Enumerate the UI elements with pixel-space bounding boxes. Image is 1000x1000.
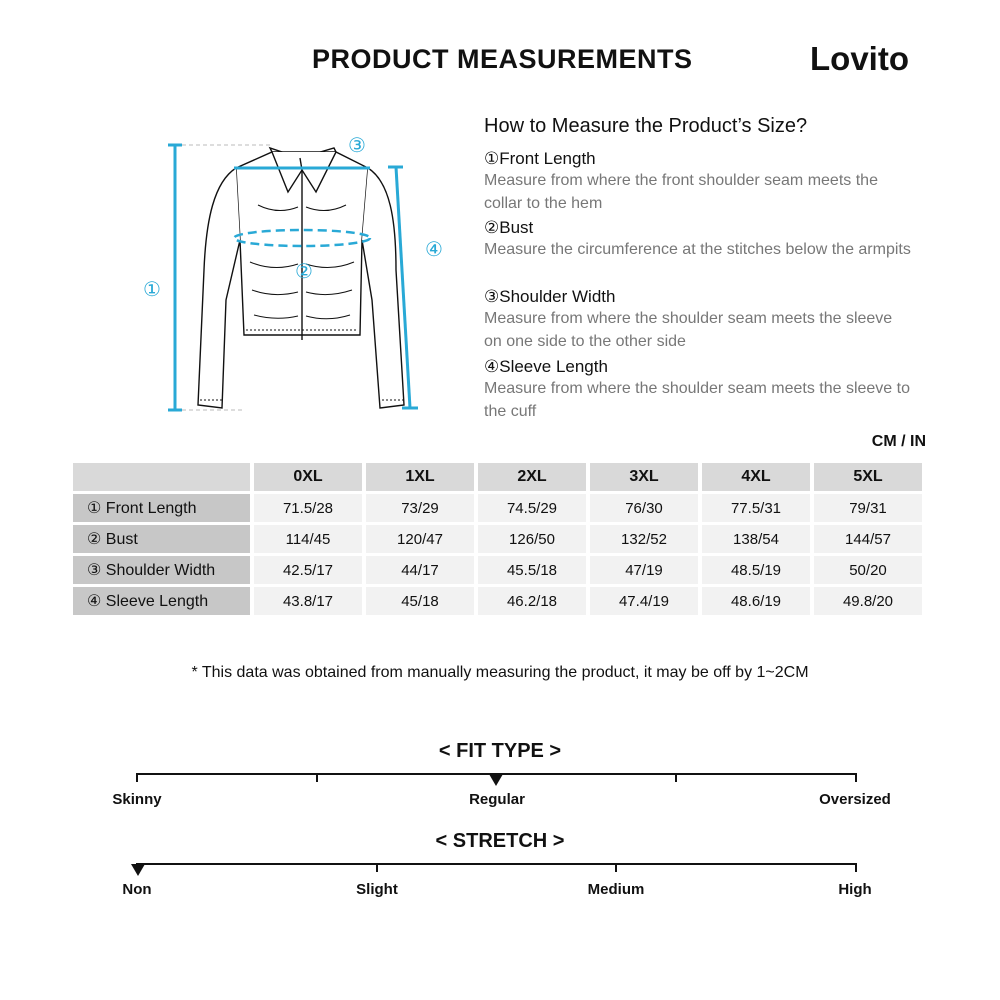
units-label: CM / IN — [871, 433, 926, 450]
guide-item-label: ③Shoulder Width — [484, 287, 616, 306]
guide-item-bust — [484, 218, 914, 261]
table-cell: 73/29 — [366, 494, 474, 522]
fit-type-label-skinny: Skinny — [112, 791, 162, 808]
table-cell: 138/54 — [702, 525, 810, 553]
guide-heading: How to Measure the Product’s Size? — [484, 115, 808, 137]
guide-item-desc: Measure from where the shoulder seam meets the sleeve to the cuff — [484, 380, 910, 420]
size-header-3xl: 3XL — [590, 463, 698, 491]
table-cell: 46.2/18 — [478, 587, 586, 615]
table-cell: 49.8/20 — [814, 587, 922, 615]
table-cell: 50/20 — [814, 556, 922, 584]
size-header-0xl: 0XL — [254, 463, 362, 491]
table-row — [73, 494, 922, 522]
measure-marker-front-length: ① — [143, 277, 161, 301]
guide-item-shoulder-width — [484, 287, 914, 353]
table-cell: 77.5/31 — [702, 494, 810, 522]
stretch-indicator-icon — [131, 864, 145, 876]
table-cell: 45/18 — [366, 587, 474, 615]
stretch-tick — [615, 863, 617, 872]
guide-item-desc: Measure from where the shoulder seam meets the sleeve on one side to the other side — [484, 310, 893, 350]
fit-type-label-regular: Regular — [469, 791, 525, 808]
fit-type-label-oversized: Oversized — [819, 791, 891, 808]
size-header-2xl: 2XL — [478, 463, 586, 491]
table-row — [73, 556, 922, 584]
brand-logo: Lovito — [810, 40, 909, 77]
row-label: ① Front Length — [73, 494, 250, 522]
guide-item-sleeve-length — [484, 357, 914, 423]
stretch-tick — [855, 863, 857, 872]
guide-item-desc: Measure from where the front shoulder seam meets the collar to the hem — [484, 172, 878, 212]
row-label: ③ Shoulder Width — [73, 556, 250, 584]
table-cell: 126/50 — [478, 525, 586, 553]
guide-item-label: ①Front Length — [484, 149, 596, 168]
table-cell: 44/17 — [366, 556, 474, 584]
measurement-note: * This data was obtained from manually measuring the product, it may be off by 1~2CM — [191, 664, 809, 681]
table-row — [73, 525, 922, 553]
size-header-5xl: 5XL — [814, 463, 922, 491]
stretch-label-slight: Slight — [356, 881, 398, 898]
row-label: ② Bust — [73, 525, 250, 553]
stretch-label-high: High — [838, 881, 872, 898]
table-cell: 43.8/17 — [254, 587, 362, 615]
stretch-label-non: Non — [122, 881, 152, 898]
measure-marker-shoulder-width: ③ — [348, 133, 366, 157]
guide-item-desc: Measure the circumference at the stitches below the armpits — [484, 241, 911, 258]
table-cell: 42.5/17 — [254, 556, 362, 584]
measure-marker-bust: ② — [295, 259, 313, 283]
size-table — [69, 460, 926, 618]
table-cell: 144/57 — [814, 525, 922, 553]
table-cell: 114/45 — [254, 525, 362, 553]
table-cell: 132/52 — [590, 525, 698, 553]
table-cell: 74.5/29 — [478, 494, 586, 522]
table-row — [73, 587, 922, 615]
size-header-4xl: 4XL — [702, 463, 810, 491]
stretch-tick — [376, 863, 378, 872]
row-label: ④ Sleeve Length — [73, 587, 250, 615]
guide-item-label: ②Bust — [484, 218, 534, 237]
size-header-1xl: 1XL — [366, 463, 474, 491]
table-cell: 120/47 — [366, 525, 474, 553]
measure-marker-sleeve-length: ④ — [425, 237, 443, 261]
fit-type-tick — [316, 773, 318, 782]
table-cell: 47.4/19 — [590, 587, 698, 615]
table-header-row — [73, 463, 922, 491]
fit-type-indicator-icon — [489, 774, 503, 786]
table-cell: 79/31 — [814, 494, 922, 522]
garment-diagram — [130, 128, 460, 423]
stretch-scale-line — [136, 863, 857, 865]
fit-type-tick — [855, 773, 857, 782]
table-cell: 48.6/19 — [702, 587, 810, 615]
table-cell: 47/19 — [590, 556, 698, 584]
fit-type-title: < FIT TYPE > — [438, 740, 562, 762]
table-cell: 76/30 — [590, 494, 698, 522]
guide-item-label: ④Sleeve Length — [484, 357, 608, 376]
fit-type-tick — [136, 773, 138, 782]
fit-type-tick — [675, 773, 677, 782]
guide-item-front-length — [484, 149, 914, 215]
table-cell: 71.5/28 — [254, 494, 362, 522]
table-cell: 45.5/18 — [478, 556, 586, 584]
table-corner-cell — [73, 463, 250, 491]
table-cell: 48.5/19 — [702, 556, 810, 584]
stretch-label-medium: Medium — [587, 881, 645, 898]
stretch-title: < STRETCH > — [435, 830, 565, 852]
page-title: PRODUCT MEASUREMENTS — [312, 44, 693, 74]
